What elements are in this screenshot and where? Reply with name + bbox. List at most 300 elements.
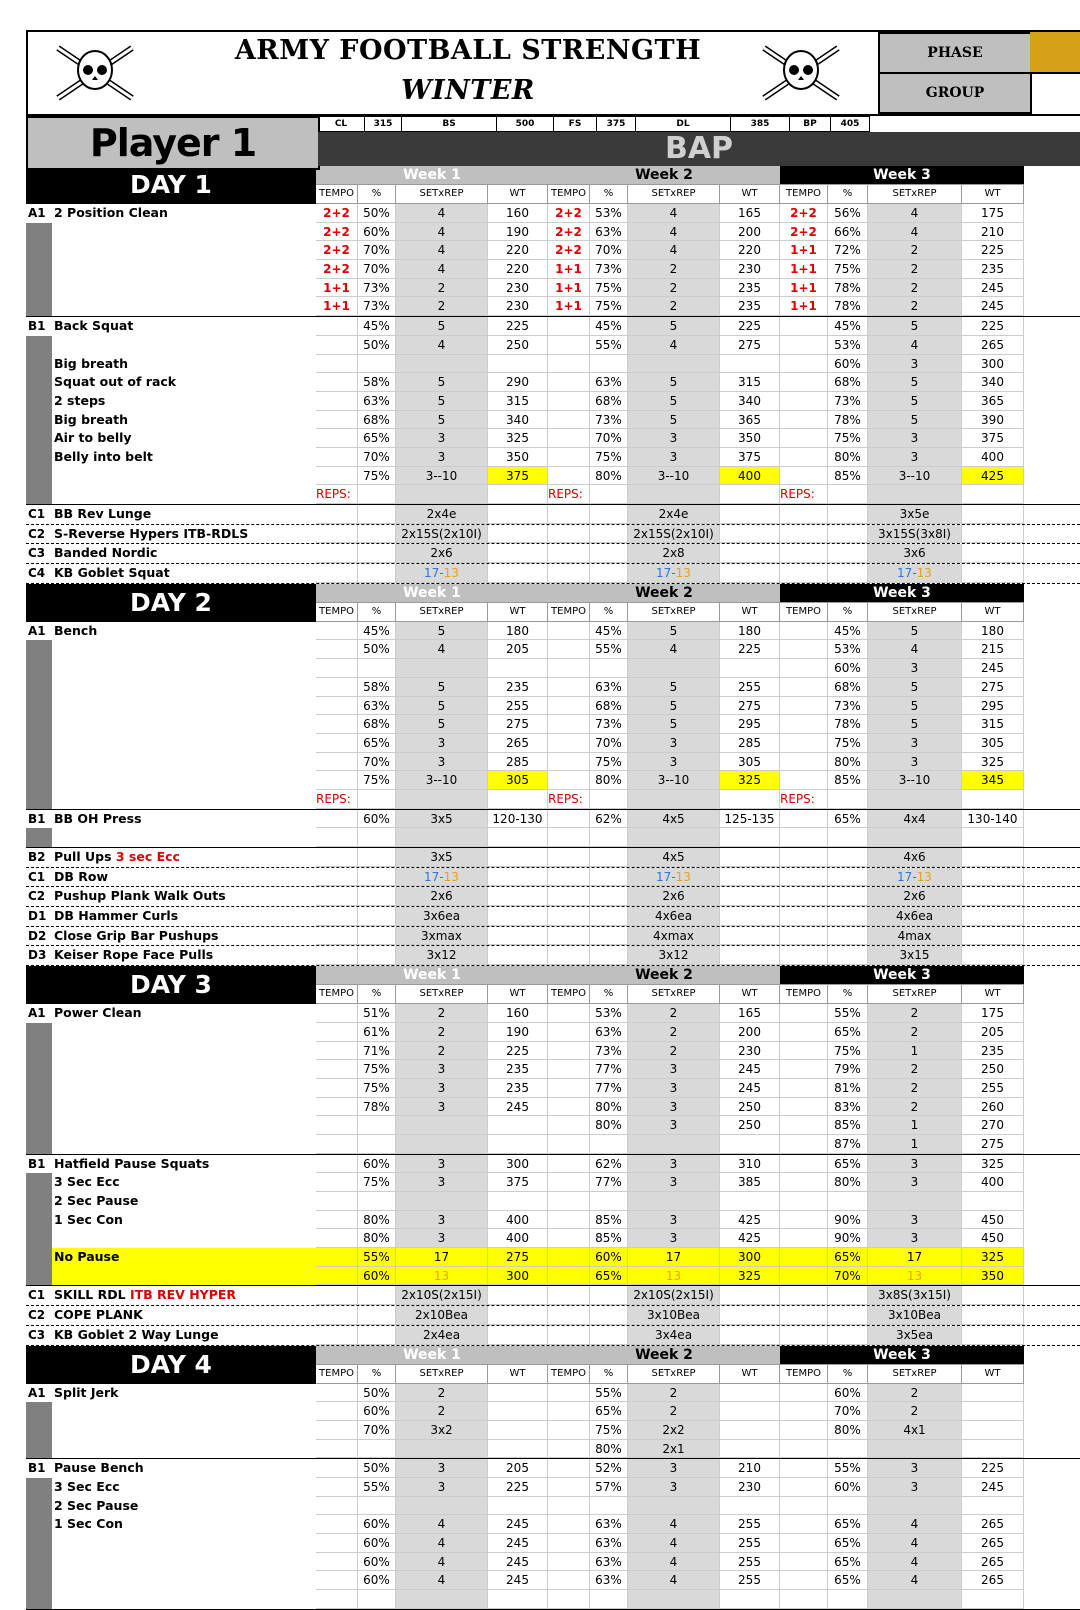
table-cell xyxy=(868,1497,962,1516)
table-cell xyxy=(396,1135,488,1154)
table-cell: 2 xyxy=(868,1023,962,1042)
table-cell xyxy=(780,1060,828,1079)
table-cell: 17-13 xyxy=(628,868,720,887)
table-cell: 80% xyxy=(590,467,628,486)
table-cell xyxy=(828,1440,868,1459)
table-cell xyxy=(720,659,780,678)
table-cell xyxy=(488,1497,548,1516)
table-cell: 210 xyxy=(962,223,1024,242)
table-cell xyxy=(488,525,548,544)
table-cell xyxy=(780,1192,828,1211)
table-cell: 400 xyxy=(962,1173,1024,1192)
exercise-block xyxy=(26,868,1080,888)
table-cell xyxy=(548,336,590,355)
exercise-code: C2 xyxy=(26,887,52,906)
table-cell xyxy=(316,317,358,336)
table-cell: 275 xyxy=(488,715,548,734)
table-cell: 3 xyxy=(396,448,488,467)
exercise-label: 2 Position Clean xyxy=(54,205,168,220)
table-cell xyxy=(780,1042,828,1061)
table-cell: 4x5 xyxy=(628,848,720,867)
table-cell: 2+2 xyxy=(548,204,590,223)
table-cell: 4 xyxy=(628,223,720,242)
table-cell xyxy=(828,887,868,906)
table-cell: 275 xyxy=(962,678,1024,697)
week-label: Week 1 xyxy=(316,1346,548,1364)
table-cell: 2x8 xyxy=(628,544,720,563)
set-row xyxy=(316,485,1024,504)
table-cell xyxy=(396,1192,488,1211)
sheet-header xyxy=(26,30,1080,116)
set-row xyxy=(316,1515,1024,1534)
table-cell xyxy=(548,1192,590,1211)
table-cell: 1+1 xyxy=(780,297,828,316)
table-cell xyxy=(962,1306,1024,1325)
table-cell xyxy=(962,1384,1024,1403)
column-header: SETxREP xyxy=(628,984,720,1004)
table-cell xyxy=(548,771,590,790)
table-cell: 2 xyxy=(628,1402,720,1421)
table-cell: 4 xyxy=(868,204,962,223)
table-cell: 200 xyxy=(720,223,780,242)
table-cell: 80% xyxy=(590,1440,628,1459)
table-cell: 80% xyxy=(828,1421,868,1440)
table-cell xyxy=(548,564,590,583)
exercise-block xyxy=(26,204,1080,317)
table-cell xyxy=(548,1384,590,1403)
table-cell: 60% xyxy=(358,1515,396,1534)
exercise-code: C4 xyxy=(26,564,52,583)
table-cell xyxy=(868,828,962,847)
table-cell: 2 xyxy=(868,1004,962,1023)
table-cell: 225 xyxy=(962,241,1024,260)
table-cell xyxy=(488,1421,548,1440)
table-cell xyxy=(358,1326,396,1345)
table-cell: 340 xyxy=(720,392,780,411)
exercise-block xyxy=(26,887,1080,907)
table-cell xyxy=(548,1173,590,1192)
table-cell: 230 xyxy=(720,260,780,279)
table-cell xyxy=(780,564,828,583)
exercise-label: Belly into belt xyxy=(54,448,153,464)
skull-crossbones-icon xyxy=(756,40,846,104)
group-label: GROUP xyxy=(878,72,1032,114)
table-cell: 3x10Bea xyxy=(628,1306,720,1325)
exercise-label xyxy=(52,1135,316,1154)
set-row xyxy=(316,810,1024,829)
table-cell xyxy=(396,1116,488,1135)
column-header: WT xyxy=(488,602,548,622)
table-cell: 17-13 xyxy=(396,564,488,583)
table-cell xyxy=(316,810,358,829)
table-cell: 5 xyxy=(396,317,488,336)
table-cell: 78% xyxy=(828,411,868,430)
column-header: TEMPO xyxy=(780,184,828,204)
set-row xyxy=(316,336,1024,355)
exercise-label: Big breath xyxy=(54,411,129,427)
exercise-block xyxy=(26,1286,1080,1306)
table-cell: 255 xyxy=(720,1553,780,1572)
table-cell: 255 xyxy=(962,1079,1024,1098)
table-cell: 17-13 xyxy=(396,868,488,887)
table-cell xyxy=(780,1248,828,1267)
exercise-label xyxy=(52,1079,316,1098)
table-cell: 245 xyxy=(962,279,1024,298)
table-cell xyxy=(316,697,358,716)
table-cell xyxy=(828,544,868,563)
column-header: WT xyxy=(720,984,780,1004)
exercise-block xyxy=(26,1384,1080,1460)
table-cell: 265 xyxy=(488,734,548,753)
table-cell xyxy=(828,485,868,504)
table-cell: 245 xyxy=(488,1534,548,1553)
table-cell: 225 xyxy=(720,317,780,336)
table-cell: 75% xyxy=(828,260,868,279)
column-header: SETxREP xyxy=(396,602,488,622)
table-cell: 3x12 xyxy=(628,946,720,965)
table-cell: 290 xyxy=(488,373,548,392)
column-header: % xyxy=(590,184,628,204)
table-cell xyxy=(548,868,590,887)
table-cell xyxy=(780,715,828,734)
table-cell xyxy=(488,868,548,887)
column-header: TEMPO xyxy=(548,602,590,622)
table-cell: 3 xyxy=(868,1211,962,1230)
table-cell: 3x12 xyxy=(396,946,488,965)
column-header: TEMPO xyxy=(316,984,358,1004)
program-name: BAP xyxy=(318,132,1080,166)
table-cell xyxy=(962,927,1024,946)
table-cell: 4x4 xyxy=(868,810,962,829)
exercise-label xyxy=(52,1571,316,1590)
table-cell xyxy=(720,1440,780,1459)
set-row xyxy=(316,204,1024,223)
table-cell xyxy=(316,1004,358,1023)
table-cell xyxy=(488,946,548,965)
table-cell: 65% xyxy=(828,1023,868,1042)
table-cell: 4 xyxy=(868,1571,962,1590)
table-cell xyxy=(962,790,1024,809)
column-header: % xyxy=(358,984,396,1004)
table-cell xyxy=(358,1590,396,1609)
table-cell: 5 xyxy=(628,317,720,336)
table-cell xyxy=(590,1192,628,1211)
exercise-code: A1 xyxy=(26,622,52,641)
table-cell xyxy=(780,355,828,374)
table-cell xyxy=(720,1497,780,1516)
table-cell: 5 xyxy=(628,715,720,734)
table-cell: 80% xyxy=(590,1116,628,1135)
table-cell: 250 xyxy=(962,1060,1024,1079)
table-cell xyxy=(358,505,396,524)
set-row xyxy=(316,753,1024,772)
table-cell: 68% xyxy=(358,715,396,734)
sheet-title: ARMY FOOTBALL STRENGTH xyxy=(234,35,702,66)
week-label: Week 2 xyxy=(548,584,780,602)
exercise-label xyxy=(52,753,316,772)
table-cell: 50% xyxy=(358,336,396,355)
table-cell: 1+1 xyxy=(780,279,828,298)
table-cell: 4 xyxy=(628,640,720,659)
set-row xyxy=(316,1023,1024,1042)
table-cell xyxy=(962,564,1024,583)
table-cell xyxy=(828,525,868,544)
table-cell: 2 xyxy=(868,260,962,279)
table-cell xyxy=(780,336,828,355)
table-cell xyxy=(590,907,628,926)
table-cell: 50% xyxy=(358,640,396,659)
table-cell: 2 xyxy=(396,1042,488,1061)
table-cell xyxy=(396,1497,488,1516)
table-cell: 375 xyxy=(488,1173,548,1192)
table-cell xyxy=(358,1286,396,1305)
table-cell: 3 xyxy=(396,1079,488,1098)
set-row xyxy=(316,544,1024,563)
table-cell: 75% xyxy=(828,734,868,753)
table-cell xyxy=(780,505,828,524)
table-cell xyxy=(780,1590,828,1609)
table-cell xyxy=(548,1060,590,1079)
set-row xyxy=(316,887,1024,906)
table-cell: 3x8S(3x15I) xyxy=(868,1286,962,1305)
table-cell xyxy=(590,1135,628,1154)
table-cell: 250 xyxy=(720,1098,780,1117)
table-cell xyxy=(590,355,628,374)
table-cell: 3--10 xyxy=(868,771,962,790)
table-cell: 58% xyxy=(358,373,396,392)
table-cell: 3 xyxy=(628,1098,720,1117)
exercise-label xyxy=(52,260,316,279)
table-cell: 3 xyxy=(868,734,962,753)
table-cell xyxy=(316,448,358,467)
table-cell xyxy=(720,1286,780,1305)
column-header: TEMPO xyxy=(780,984,828,1004)
exercise-label: 2 steps xyxy=(54,392,106,408)
set-row xyxy=(316,640,1024,659)
table-cell: 5 xyxy=(628,392,720,411)
table-cell xyxy=(316,1326,358,1345)
day-title: DAY 3 xyxy=(26,966,316,1004)
exercise-code: D2 xyxy=(26,927,52,946)
table-cell: 375 xyxy=(962,429,1024,448)
table-cell: 55% xyxy=(590,336,628,355)
set-row xyxy=(316,1590,1024,1609)
table-cell: 53% xyxy=(828,336,868,355)
table-cell: 2+2 xyxy=(548,223,590,242)
exercise-label xyxy=(52,336,316,355)
column-header: SETxREP xyxy=(868,184,962,204)
set-row xyxy=(316,1421,1024,1440)
table-cell xyxy=(780,1402,828,1421)
table-cell: 73% xyxy=(590,715,628,734)
exercise-label xyxy=(52,1267,316,1286)
exercise-label: No Pause xyxy=(52,1248,316,1267)
table-cell: 58% xyxy=(358,678,396,697)
table-cell: 3 xyxy=(868,429,962,448)
table-cell: 55% xyxy=(358,1248,396,1267)
set-row xyxy=(316,927,1024,946)
table-cell: 75% xyxy=(828,1042,868,1061)
table-cell: 180 xyxy=(720,622,780,641)
table-cell: 3 xyxy=(628,1478,720,1497)
exercise-label xyxy=(52,771,316,790)
table-cell xyxy=(358,1192,396,1211)
table-cell: 3 xyxy=(868,1173,962,1192)
max-cell: BP xyxy=(790,116,831,132)
table-cell: 285 xyxy=(720,734,780,753)
exercise-label xyxy=(52,223,316,242)
table-cell xyxy=(720,946,780,965)
exercise-label xyxy=(52,1098,316,1117)
table-cell xyxy=(780,734,828,753)
column-header: TEMPO xyxy=(316,1364,358,1384)
table-cell: 4x6 xyxy=(868,848,962,867)
exercise-block xyxy=(26,1155,1080,1287)
table-cell xyxy=(780,810,828,829)
table-cell xyxy=(548,1229,590,1248)
skull-crossbones-icon xyxy=(50,40,140,104)
table-cell: 60% xyxy=(358,1553,396,1572)
table-cell: 245 xyxy=(488,1571,548,1590)
table-cell xyxy=(780,1098,828,1117)
table-cell: 5 xyxy=(396,678,488,697)
table-cell: 350 xyxy=(962,1267,1024,1286)
table-cell: 3 xyxy=(628,1229,720,1248)
table-cell xyxy=(316,1248,358,1267)
table-cell: 50% xyxy=(358,1384,396,1403)
table-cell xyxy=(720,525,780,544)
table-cell xyxy=(828,848,868,867)
table-cell xyxy=(488,1326,548,1345)
table-cell: 305 xyxy=(962,734,1024,753)
table-cell xyxy=(962,828,1024,847)
table-cell: 310 xyxy=(720,1155,780,1174)
table-cell: 2+2 xyxy=(548,241,590,260)
exercise-label xyxy=(52,1440,316,1459)
table-cell xyxy=(316,1306,358,1325)
phase-value xyxy=(1030,32,1080,74)
set-row xyxy=(316,1402,1024,1421)
exercise-code: A1 xyxy=(26,1384,52,1403)
table-cell: 73% xyxy=(590,1042,628,1061)
set-row xyxy=(316,907,1024,926)
table-cell: 230 xyxy=(720,1478,780,1497)
table-cell: 45% xyxy=(590,622,628,641)
phase-label: PHASE xyxy=(878,32,1032,74)
exercise-label: Pause Bench xyxy=(54,1460,144,1476)
exercise-label xyxy=(52,1060,316,1079)
table-cell: 4 xyxy=(396,640,488,659)
table-cell: 4max xyxy=(868,927,962,946)
exercise-code: C3 xyxy=(26,1326,52,1345)
table-cell: 130-140 xyxy=(962,810,1024,829)
table-cell: 78% xyxy=(828,715,868,734)
set-row xyxy=(316,1004,1024,1023)
table-cell: 400 xyxy=(962,448,1024,467)
table-cell xyxy=(358,355,396,374)
table-cell: 3x5 xyxy=(396,848,488,867)
table-cell: 2+2 xyxy=(316,260,358,279)
table-cell: 3 xyxy=(396,1173,488,1192)
set-row xyxy=(316,659,1024,678)
table-cell xyxy=(316,505,358,524)
table-cell: 3 xyxy=(628,1173,720,1192)
table-cell: 73% xyxy=(590,260,628,279)
set-row xyxy=(316,771,1024,790)
table-cell xyxy=(828,505,868,524)
table-cell: 60% xyxy=(358,1155,396,1174)
table-cell: 245 xyxy=(962,659,1024,678)
table-cell: 450 xyxy=(962,1211,1024,1230)
table-cell: 3 xyxy=(396,1459,488,1478)
table-cell xyxy=(316,1098,358,1117)
table-cell xyxy=(628,355,720,374)
table-cell: 1+1 xyxy=(548,297,590,316)
table-cell: 315 xyxy=(962,715,1024,734)
set-row xyxy=(316,1534,1024,1553)
table-cell xyxy=(316,1042,358,1061)
table-cell xyxy=(548,1286,590,1305)
table-cell: 79% xyxy=(828,1060,868,1079)
table-cell: 190 xyxy=(488,223,548,242)
exercise-label: Keiser Rope Face Pulls xyxy=(54,947,214,963)
table-cell: 62% xyxy=(590,810,628,829)
table-cell xyxy=(720,868,780,887)
table-cell: 5 xyxy=(396,715,488,734)
table-cell: 225 xyxy=(720,640,780,659)
table-cell: 5 xyxy=(628,373,720,392)
table-cell: 340 xyxy=(962,373,1024,392)
table-cell: 350 xyxy=(488,448,548,467)
table-cell xyxy=(548,678,590,697)
set-row xyxy=(316,505,1024,524)
table-cell xyxy=(590,544,628,563)
table-cell xyxy=(720,1402,780,1421)
table-cell xyxy=(548,946,590,965)
table-cell: 260 xyxy=(962,1098,1024,1117)
table-cell xyxy=(720,1590,780,1609)
table-cell: 4 xyxy=(396,204,488,223)
exercise-label: BB Rev Lunge xyxy=(54,506,152,521)
exercise-label: Pull Ups 3 sec Ecc xyxy=(54,849,180,864)
table-cell: 52% xyxy=(590,1459,628,1478)
table-cell: 3xmax xyxy=(396,927,488,946)
set-row xyxy=(316,1478,1024,1497)
table-cell: 4xmax xyxy=(628,927,720,946)
table-cell: 75% xyxy=(590,753,628,772)
table-cell: 4 xyxy=(628,1553,720,1572)
exercise-code: C1 xyxy=(26,505,52,524)
column-header: WT xyxy=(962,602,1024,622)
exercise-label: Split Jerk xyxy=(54,1384,119,1400)
table-cell: 300 xyxy=(488,1267,548,1286)
table-cell xyxy=(316,946,358,965)
table-cell: 225 xyxy=(962,317,1024,336)
exercise-code: C1 xyxy=(26,1286,52,1305)
exercise-label: Back Squat xyxy=(54,318,134,334)
table-cell: 80% xyxy=(358,1211,396,1230)
table-cell xyxy=(316,1571,358,1590)
table-cell xyxy=(780,467,828,486)
table-cell: 3x10Bea xyxy=(868,1306,962,1325)
table-cell: 235 xyxy=(488,1060,548,1079)
table-cell: 83% xyxy=(828,1098,868,1117)
exercise-block xyxy=(26,810,1080,848)
sheet-subtitle: WINTER xyxy=(401,75,535,106)
table-cell xyxy=(488,505,548,524)
table-cell xyxy=(590,927,628,946)
table-cell xyxy=(780,373,828,392)
